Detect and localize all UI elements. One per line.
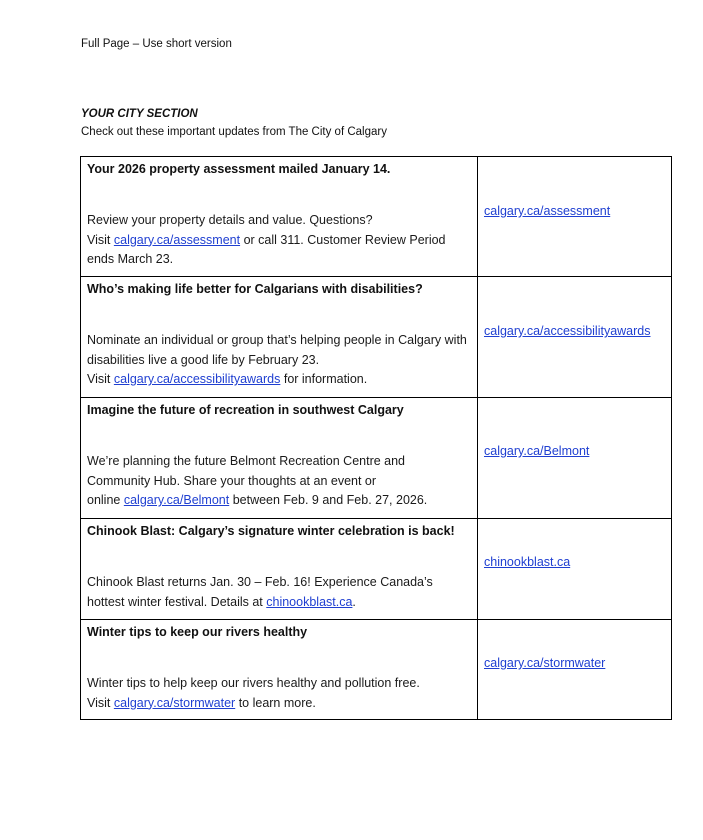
- update-body-text: Chinook Blast returns Jan. 30 – Feb. 16! Experience Canada’s hottest winter festival. Details at: [87, 575, 433, 609]
- table-row: [81, 519, 672, 620]
- update-body-text: Visit: [87, 232, 114, 247]
- update-content-cell: [81, 620, 478, 720]
- update-body-text: to learn more.: [235, 695, 316, 710]
- table-row: [81, 398, 672, 519]
- update-body: [87, 452, 471, 511]
- update-content-cell: [81, 398, 478, 519]
- update-body-text: online: [87, 493, 124, 507]
- chinook-blast-inline-link[interactable]: chinookblast.ca: [266, 594, 353, 609]
- header-note: Full Page – Use short version: [81, 38, 232, 50]
- update-body: [87, 674, 471, 713]
- update-body-text: Winter tips to help keep our rivers healthy and pollution free.: [87, 676, 420, 690]
- update-link-cell: [478, 620, 672, 720]
- accessibility-awards-link[interactable]: calgary.ca/accessibilityawards: [484, 324, 651, 338]
- stormwater-link[interactable]: calgary.ca/stormwater: [484, 656, 606, 670]
- stormwater-inline-link[interactable]: calgary.ca/stormwater: [113, 695, 236, 710]
- update-link-cell: [478, 157, 672, 277]
- accessibility-awards-inline-link[interactable]: calgary.ca/accessibilityawards: [113, 372, 281, 386]
- update-link-cell: [478, 277, 672, 398]
- update-body-text: Visit: [87, 372, 114, 386]
- update-heading: Imagine the future of recreation in southwest Calgary: [87, 403, 404, 417]
- belmont-link[interactable]: calgary.ca/Belmont: [484, 444, 590, 458]
- update-body-text: for information.: [280, 372, 368, 386]
- section-title: YOUR CITY SECTION: [81, 108, 198, 120]
- update-link-cell: [478, 519, 672, 620]
- update-body-text: or call 311. Customer Review Period ends March 23.: [87, 232, 446, 266]
- updates-table: [80, 156, 672, 720]
- update-heading: Your 2026 property assessment mailed January 14.: [87, 162, 391, 176]
- update-body-text: Nominate an individual or group that’s helping people in Calgary with disabilities live a good life by February 23.: [87, 333, 467, 367]
- table-row: [81, 620, 672, 720]
- update-content-cell: [81, 277, 478, 398]
- update-heading: Who’s making life better for Calgarians with disabilities?: [87, 282, 423, 296]
- table-row: [81, 157, 672, 277]
- update-body-text: Visit: [87, 695, 114, 710]
- update-body: [87, 331, 471, 390]
- update-link-cell: [478, 398, 672, 519]
- update-body-text: We’re planning the future Belmont Recreation Centre and Community Hub. Share your thoughts at an event or: [87, 454, 406, 488]
- assessment-link[interactable]: calgary.ca/assessment: [484, 204, 611, 218]
- update-content-cell: [81, 157, 478, 277]
- update-body-text: between Feb. 9 and Feb. 27, 2026.: [229, 493, 428, 507]
- update-body: [87, 573, 471, 612]
- chinook-blast-link[interactable]: chinookblast.ca: [484, 555, 571, 569]
- belmont-inline-link[interactable]: calgary.ca/Belmont: [123, 493, 230, 507]
- section-subtitle: Check out these important updates from The City of Calgary: [81, 126, 387, 138]
- assessment-inline-link[interactable]: calgary.ca/assessment: [113, 232, 241, 247]
- table-row: [81, 277, 672, 398]
- update-body-text: Review your property details and value. Questions?: [87, 213, 373, 227]
- update-body: [87, 211, 471, 270]
- update-body-text: .: [352, 594, 356, 609]
- update-heading: Chinook Blast: Calgary’s signature winter celebration is back!: [87, 524, 455, 538]
- update-content-cell: [81, 519, 478, 620]
- update-heading: Winter tips to keep our rivers healthy: [87, 625, 308, 639]
